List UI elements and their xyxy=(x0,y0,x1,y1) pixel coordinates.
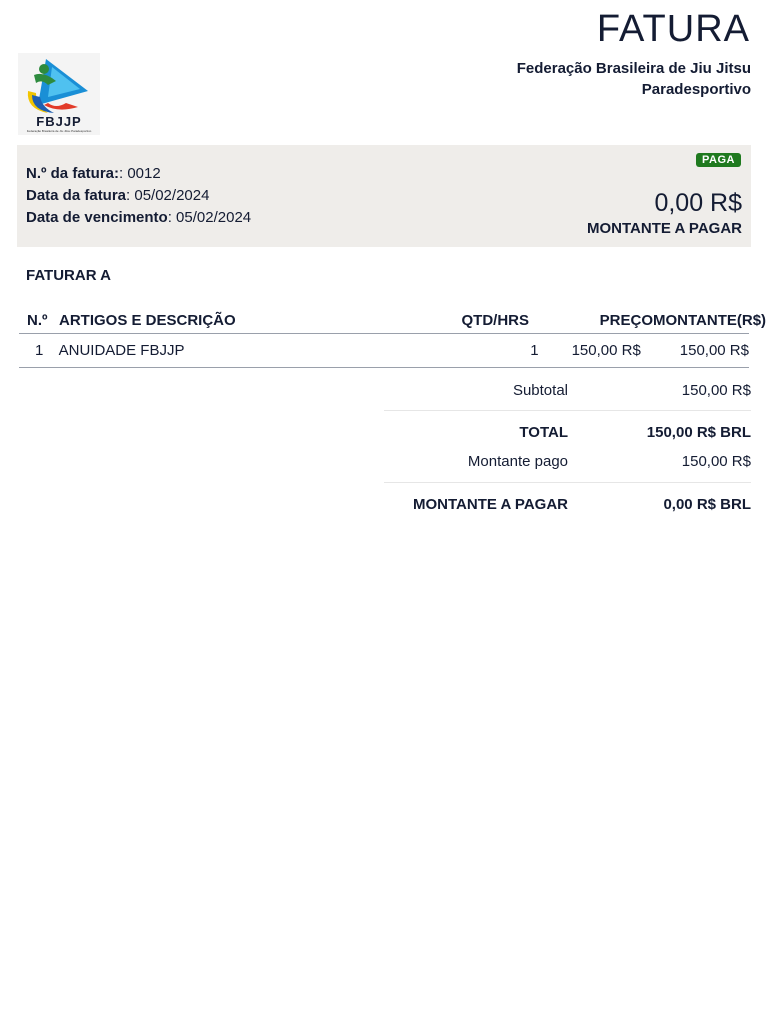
fbjjp-logo xyxy=(18,53,100,135)
logo-subtext: Federação Brasileira de Jiu Jitsu Paradesportivo xyxy=(26,129,92,133)
header-price: PREÇO xyxy=(599,312,653,329)
subtotal-row xyxy=(384,370,751,411)
invoice-date-line xyxy=(26,185,251,207)
total-value: 150,00 R$ BRL xyxy=(646,423,751,441)
row-qty: 1 xyxy=(530,342,539,359)
header-qty: QTD/HRS xyxy=(461,312,529,329)
invoice-number: : 0012 xyxy=(119,165,161,182)
invoice-meta xyxy=(26,163,251,229)
status-badge: PAGA xyxy=(696,153,741,167)
invoice-number-line xyxy=(26,163,251,185)
row-description: ANUIDADE FBJJP xyxy=(58,342,185,359)
organization-name xyxy=(517,58,751,100)
row-amount: 150,00 R$ xyxy=(679,342,749,359)
invoice-number-label: N.º da fatura: xyxy=(26,165,119,182)
row-no: 1 xyxy=(35,342,44,359)
totals-block xyxy=(384,370,751,525)
subtotal-value: 150,00 R$ xyxy=(681,381,751,399)
paid-row xyxy=(384,453,751,483)
invoice-summary-panel xyxy=(17,145,751,247)
org-name-line1: Federação Brasileira de Jiu Jitsu xyxy=(516,60,751,77)
invoice-date: : 05/02/2024 xyxy=(126,187,210,204)
amount-due-row xyxy=(384,483,751,525)
row-price: 150,00 R$ xyxy=(571,342,641,359)
paid-value: 150,00 R$ xyxy=(681,453,751,470)
header-amount: MONTANTE(R$) xyxy=(653,312,767,329)
bill-to-heading: FATURAR A xyxy=(26,267,111,284)
amount-due-label: MONTANTE A PAGAR xyxy=(587,220,742,237)
amount-due-row-value: 0,00 R$ BRL xyxy=(663,495,751,513)
items-table xyxy=(19,308,767,368)
logo-text: FBJJP xyxy=(36,114,82,129)
header-description: ARTIGOS E DESCRIÇÃO xyxy=(59,312,236,329)
total-row xyxy=(384,411,751,453)
due-date: : 05/02/2024 xyxy=(167,209,252,226)
page-title: FATURA xyxy=(596,8,750,50)
subtotal-label: Subtotal xyxy=(512,381,568,399)
header-no: N.º xyxy=(27,312,48,329)
total-label: TOTAL xyxy=(519,423,568,441)
amount-due-row-label: MONTANTE A PAGAR xyxy=(413,495,568,513)
org-name-line2: Paradesportivo xyxy=(641,81,751,98)
table-row xyxy=(19,334,749,368)
paid-label: Montante pago xyxy=(467,453,568,470)
amount-due: 0,00 R$ xyxy=(654,189,742,217)
invoice-date-label: Data da fatura xyxy=(26,187,127,204)
table-header xyxy=(19,308,767,334)
due-date-label: Data de vencimento xyxy=(26,209,168,226)
due-date-line xyxy=(26,207,251,229)
